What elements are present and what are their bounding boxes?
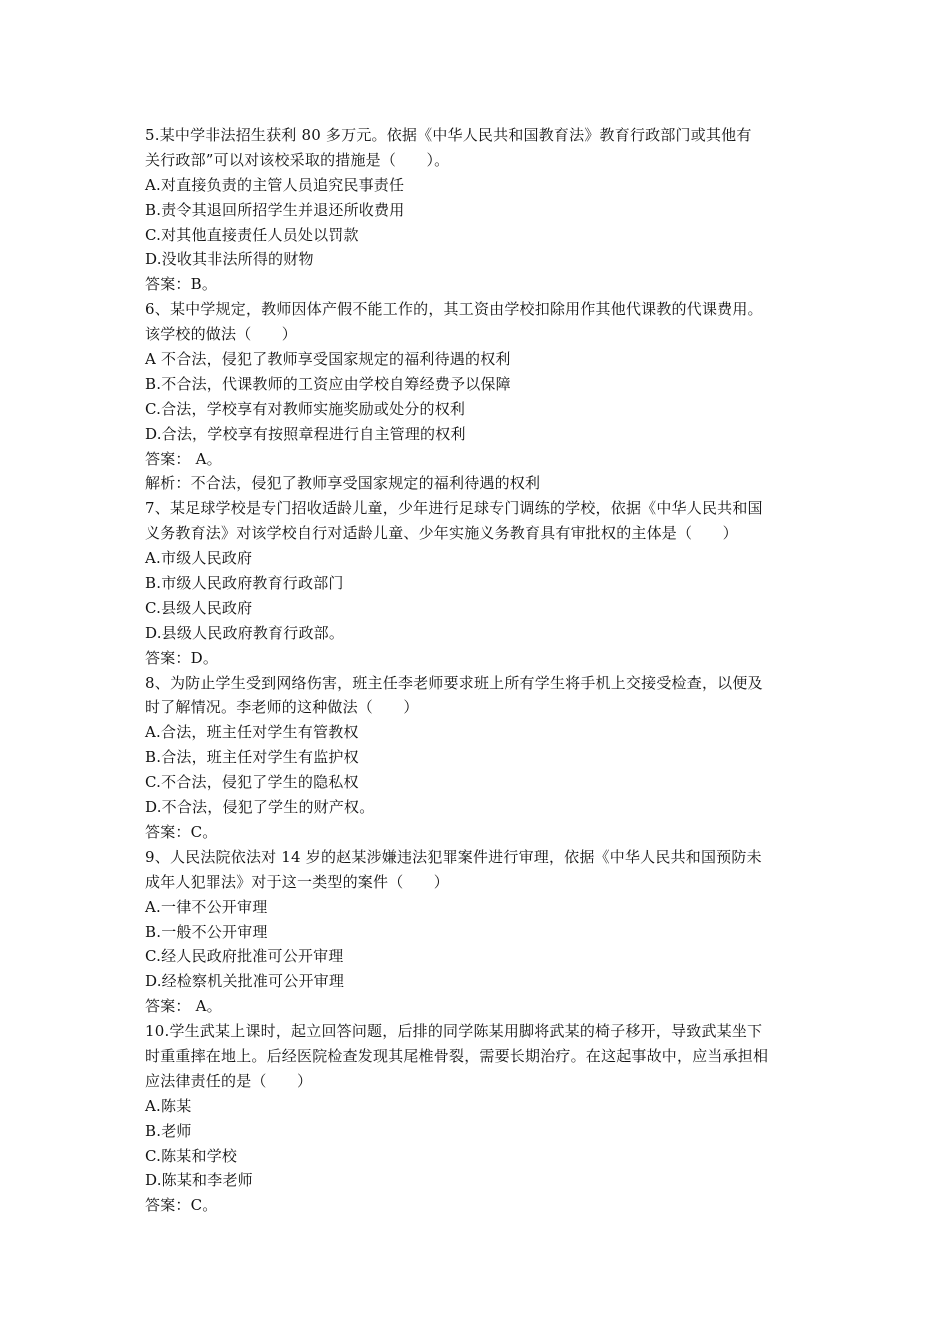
text-line: C.合法，学校享有对教师实施奖励或处分的权利: [145, 399, 466, 418]
text-line: D.县级人民政府教育行政部。: [145, 623, 345, 642]
text-line: A.市级人民政府: [145, 549, 253, 568]
text-line: 该学校的做法（ ）: [145, 325, 298, 344]
text-line: A.合法，班主任对学生有管教权: [145, 723, 359, 742]
text-line: C.不合法，侵犯了学生的隐私权: [145, 773, 359, 792]
text-line: D.陈某和李老师: [145, 1171, 253, 1190]
text-line: 解析：不合法，侵犯了教师享受国家规定的福利待遇的权利: [145, 474, 541, 493]
text-line: 关行政部”可以对该校采取的措施是（ ）。: [145, 150, 450, 169]
text-line: 6、某中学规定，教师因体产假不能工作的，其工资由学校扣除用作其他代课教的代课费用。: [145, 300, 763, 319]
text-line: 答案： A。: [145, 997, 222, 1016]
text-line: 9、人民法院依法对 14 岁的赵某涉嫌违法犯罪案件进行审理，依据《中华人民共和国预防未: [145, 847, 762, 866]
text-line: A 不合法，侵犯了教师享受国家规定的福利待遇的权利: [145, 350, 511, 369]
text-line: B.合法，班主任对学生有监护权: [145, 748, 359, 767]
text-line: 答案：D。: [145, 648, 219, 667]
text-line: D.没收其非法所得的财物: [145, 250, 314, 269]
text-line: 10.学生武某上课时，起立回答问题，后排的同学陈某用脚将武某的椅子移开，导致武某坐下: [145, 1022, 763, 1041]
text-line: C.经人民政府批准可公开审理: [145, 947, 344, 966]
text-line: B.责令其退回所招学生并退还所收费用: [145, 200, 405, 219]
text-line: A.对直接负责的主管人员追究民事责任: [145, 175, 405, 194]
text-line: A.陈某: [145, 1096, 192, 1115]
text-line: 答案：C。: [145, 1196, 218, 1215]
text-line: 8、为防止学生受到网络伤害，班主任李老师要求班上所有学生将手机上交接受检查，以便及: [145, 673, 763, 692]
text-line: 时了解情况。李老师的这种做法（ ）: [145, 698, 419, 717]
text-line: 答案：B。: [145, 275, 218, 294]
text-line: D.合法，学校享有按照章程进行自主管理的权利: [145, 424, 466, 443]
text-line: C.对其他直接责任人员处以罚款: [145, 225, 359, 244]
text-line: B.老师: [145, 1121, 192, 1140]
text-line: D.经检察机关批准可公开审理: [145, 972, 345, 991]
text-line: 义务教育法》对该学校自行对适龄儿童、少年实施义务教育具有审批权的主体是（ ）: [145, 524, 738, 543]
text-line: B.市级人民政府教育行政部门: [145, 574, 344, 593]
text-line: 时重重摔在地上。后经医院检查发现其尾椎骨裂，需要长期治疗。在这起事故中，应当承担相: [145, 1046, 769, 1065]
text-line: 成年人犯罪法》对于这一类型的案件（ ）: [145, 872, 450, 891]
document-body: [145, 123, 815, 1218]
text-line: C.县级人民政府: [145, 598, 253, 617]
text-line: 答案：C。: [145, 822, 218, 841]
text-line: B.一般不公开审理: [145, 922, 268, 941]
text-line: 答案： A。: [145, 449, 222, 468]
text-line: 应法律责任的是（ ）: [145, 1071, 313, 1090]
text-line: 5.某中学非法招生获利 80 多万元。依据《中华人民共和国教育法》教育行政部门或其他有: [145, 126, 752, 144]
text-line: A.一律不公开审理: [145, 897, 268, 916]
text-line: 7、某足球学校是专门招收适龄儿童，少年进行足球专门调练的学校，依据《中华人民共和国: [145, 499, 763, 518]
text-line: D.不合法，侵犯了学生的财产权。: [145, 798, 375, 817]
text-line: B.不合法，代课教师的工资应由学校自筹经费予以保障: [145, 374, 511, 393]
text-line: C.陈某和学校: [145, 1146, 238, 1165]
